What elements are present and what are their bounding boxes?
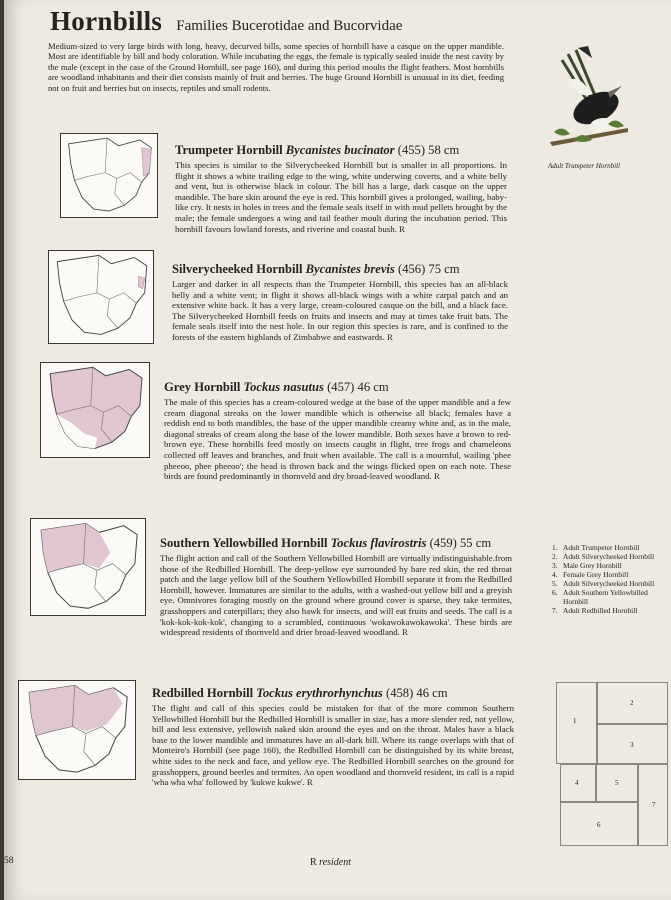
list-item: 5. Adult Silverycheeked Hornbill xyxy=(552,579,655,588)
species-number-size: (456) 75 cm xyxy=(398,262,460,276)
plate-cell: 3 xyxy=(597,724,668,764)
species-name: Grey Hornbill xyxy=(164,380,241,394)
list-item: 1. Adult Trumpeter Hornbill xyxy=(552,543,640,552)
plate-cell: 7 xyxy=(638,764,668,846)
page-heading xyxy=(50,6,402,37)
species-name: Southern Yellowbilled Hornbill xyxy=(160,536,328,550)
species-description: This species is similar to the Silverycheeked Hornbill but is smaller in all proportions. In flight it shows a white trailing edge to the wing, white underwing coverts, and a white belly and vent, but is otherwise black in colour. The bill has a large, dark casque on the upper mandible. The bare skin around the eye is red. This hornbill gives a prolonged, wailing, baby-like cry. It nests in holes in trees and the female seals itself in with mud pellets brought by the male; the female undergoes a wing and tail feather moult during the incubation period. This hornbill favours lowland forests, and riverine and coastal bush. R xyxy=(175,160,507,234)
range-map-trumpeter xyxy=(60,133,158,218)
plate-cell: 1 xyxy=(556,682,597,764)
species-number-size: (457) 46 cm xyxy=(327,380,389,394)
species-description: The flight action and call of the Southern Yellowbilled Hornbill are virtually indistinguishable.from those of the Redbilled Hornbill. The deep-yellow eye surrounded by bare red skin, the red throat patch and the large yellow bill of the Southern Yellowbilled Hornbill separate it from the Redbilled Hornbill, however. Immatures are similar to the adults, with a washed-out yellow bill and a greyish eye. Omnivores foraging mostly on the ground where ground cover is sparse, they take termites, grasshoppers and caterpillars; they also hawk for insects, and will eat fruits and seeds. The call is a 'kok-kok-kok-kok', changing to a scrambled, continuous 'wokawokawokawoka'. These birds are widespread residents of thornveld and drier broad-leaved woodland. R xyxy=(160,553,512,638)
species-name: Silverycheeked Hornbill xyxy=(172,262,303,276)
plate-cell: 2 xyxy=(597,682,668,724)
list-item: 6. Adult Southern Yellowbilled Hornbill xyxy=(552,588,648,606)
heading-title: Hornbills xyxy=(50,6,163,36)
intro-paragraph: Medium-sized to very large birds with long, heavy, decurved bills, some species of hornbill have a casque on the upper mandible. Most are identifiable by bill and body coloration. While incubating the eggs, the female is typically sealed inside the nest cavity by the male (except in the case of the Ground Hornbill, see page 160), and during this period moults the flight feathers. Most hornbills are woodland inhabitants and their diet consists mainly of fruit and berries. The huge Ground Hornbill is unusual in its diet, feeding not on fruit and berries but on insects, reptiles and small rodents. xyxy=(48,41,504,93)
species-entry-grey xyxy=(164,380,511,482)
footer-legend: R resident xyxy=(310,857,352,868)
species-name: Trumpeter Hornbill xyxy=(175,143,283,157)
hornbill-bird-icon xyxy=(548,42,630,154)
illustration-caption: Adult Trumpeter Hornbill xyxy=(548,162,620,170)
plate-key-list xyxy=(552,543,668,615)
range-map-southern-yellowbilled xyxy=(30,518,146,616)
heading-subtitle: Families Bucerotidae and Bucorvidae xyxy=(176,18,403,34)
species-scientific-name: Tockus erythrorhynchus xyxy=(256,686,383,700)
plate-layout-diagram xyxy=(556,682,668,846)
range-map-grey xyxy=(40,362,150,458)
species-entry-trumpeter xyxy=(175,143,507,234)
range-map-silverycheeked xyxy=(48,250,154,344)
list-item: 7. Adult Redbilled Hornbill xyxy=(552,606,638,615)
page-number: 58 xyxy=(4,856,14,866)
species-number-size: (455) 58 cm xyxy=(397,143,460,157)
species-description: The male of this species has a cream-coloured wedge at the base of the upper mandible and a few cream diagonal streaks on the lower mandible which is otherwise all black; females have a reddish end to both mandibles, the base of the upper mandible creamy white and, as in the male, diagonal streaks of cream along the base of the lower mandible. Both sexes have a brown to red-brown eye. These hornbills feed mostly on insects caught in flight, tree frogs and chameleons collected off leaves and branches, and fruit when available. The call is a mournful, wailing 'phee pheeoo, phee pheeoo'; the head is thrown back and the wings flicked open on each note. These birds are found predominantly in thornveld and dry broad-leaved woodland. R xyxy=(164,397,511,482)
book-page xyxy=(4,0,671,900)
range-map-redbilled xyxy=(18,680,136,780)
species-number-size: (459) 55 cm xyxy=(429,536,492,550)
species-description: The flight and call of this species could be mistaken for that of the more common Southern Yellowbilled Hornbill but the Redbilled Hornbill is smaller in size, has a more slender red, not yellow, bill and less extensive, yellowish naked skin around the eyes and on the throat. Males have a black base to the lower mandible and immatures have an all-dark bill. Where its range overlaps with that of Monteiro's Hornbill (see page 160), the Redbilled Hornbill can be distinguished by its white breast, white sides to the neck and face, and yellow eye. The Redbilled Hornbill searches on the ground for grasshoppers, ground beetles and termites. An open woodland and thornveld resident, its call is a rapid 'wha wha wha' followed by 'kukwe kukwe'. R xyxy=(152,703,514,788)
list-item: 4. Female Grey Hornbill xyxy=(552,570,629,579)
plate-cell: 6 xyxy=(560,802,638,846)
species-description: Larger and darker in all respects than the Trumpeter Hornbill, this species has an all-black belly and a white vent; in flight it shows all-black wings with a white carpal patch and an extensive white back. It has a very large, cream-coloured casque on the bill, and a black face. The Silverycheeked Hornbill feeds on fruits and insects and may at times take fruit bats. The female seals itself into the nest hole. In our region this species is rare, and is confined to the forests of the eastern highlands of Zimbabwe and eastwards. R xyxy=(172,279,508,342)
species-scientific-name: Tockus nasutus xyxy=(243,380,324,394)
species-number-size: (458) 46 cm xyxy=(386,686,448,700)
species-name: Redbilled Hornbill xyxy=(152,686,254,700)
species-entry-silverycheeked xyxy=(172,262,508,343)
species-scientific-name: Tockus flavirostris xyxy=(330,536,427,550)
plate-cell: 4 xyxy=(560,764,596,802)
species-entry-redbilled xyxy=(152,686,514,788)
species-entry-southern-yellowbilled xyxy=(160,536,512,638)
plate-cell: 5 xyxy=(596,764,638,802)
list-item: 2. Adult Silverycheeked Hornbill xyxy=(552,552,655,561)
species-scientific-name: Bycanistes bucinator xyxy=(285,143,395,157)
species-scientific-name: Bycanistes brevis xyxy=(305,262,395,276)
list-item: 3. Male Grey Hornbill xyxy=(552,561,622,570)
